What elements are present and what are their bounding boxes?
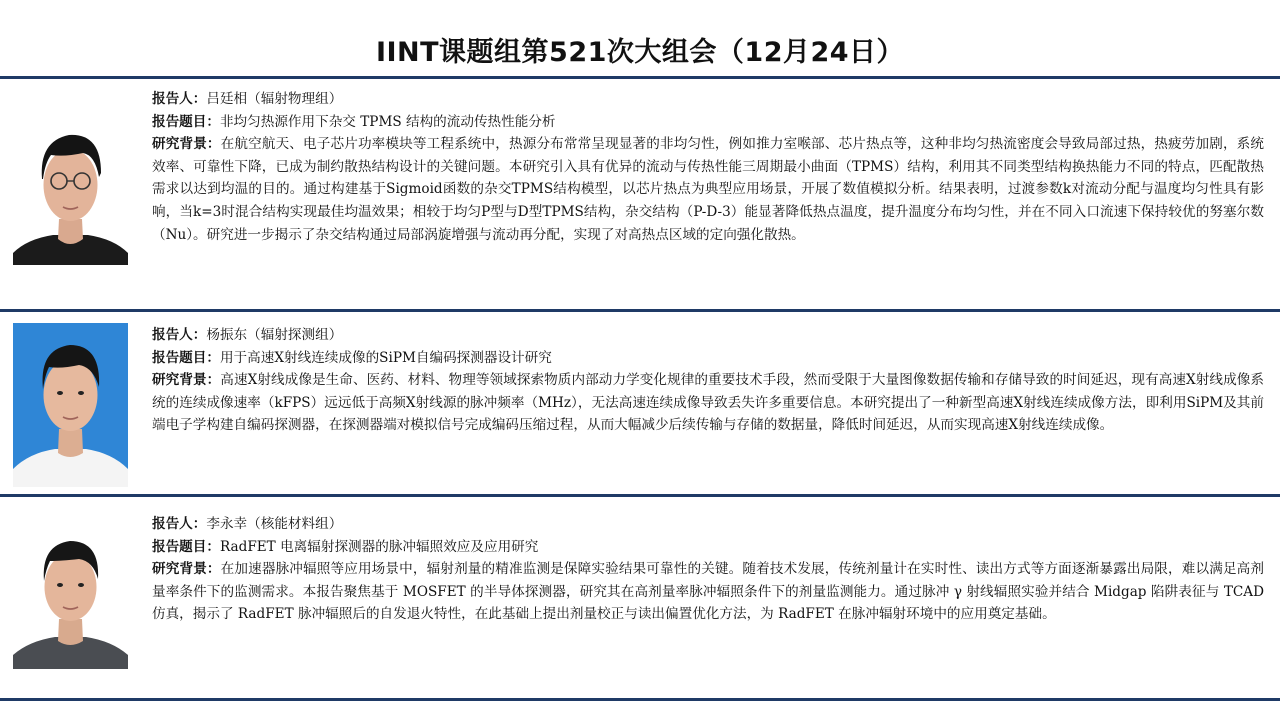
topic-line xyxy=(152,536,1264,559)
divider xyxy=(0,76,1280,79)
topic-label: 报告题目： xyxy=(152,113,220,130)
reporter-name: 吕廷相（辐射物理组） xyxy=(206,91,343,107)
background-label: 研究背景： xyxy=(152,372,221,389)
reporter-name: 杨振东（辐射探测组） xyxy=(206,327,343,343)
reporter-name: 李永幸（核能材料组） xyxy=(206,516,343,532)
page-title: IINT课题组第521次大组会（12月24日） xyxy=(375,37,905,68)
reporter-line xyxy=(152,88,1264,111)
reporter-photo xyxy=(13,527,128,669)
background-text: 在航空航天、电子芯片功率模块等工程系统中，热源分布常常呈现显著的非均匀性，例如推力室喉部、芯片热点等，这种非均匀热流密度会导致局部过热，热疲劳加剧，系统效率、可靠性下降，已成为制约散热结构设计的关键问题。本研究引入具有优异的流动与传热性能三周期最小曲面（TPMS）结构，利用其不同类型结构换热能力不同的特点，匹配散热需求以达到均温的目的。通过构建基于Sigmoid函数的杂交TPMS结构模型，以芯片热点为典型应用场景，开展了数值模拟分析。结果表明，过渡参数k对流动分配与温度均匀性具有影响，当k=3时混合结构实现最佳均温效果；相较于均匀P型与D型TPMS结构，杂交结构（P-D-3）能显著降低热点温度，提升温度分布均匀性，并在不同入口流速下保持较优的努塞尔数（Nu）。研究进一步揭示了杂交结构通过局部涡旋增强与流动再分配，实现了对高热点区域的定向强化散热。 xyxy=(152,136,1265,243)
report-3 xyxy=(152,513,1264,626)
reporter-line xyxy=(152,513,1264,536)
topic-label: 报告题目： xyxy=(152,349,220,366)
reporter-label: 报告人： xyxy=(152,327,207,343)
background-label: 研究背景： xyxy=(152,561,221,578)
topic-title: 用于高速X射线连续成像的SiPM自编码探测器设计研究 xyxy=(219,349,552,366)
reporter-label: 报告人： xyxy=(152,516,207,532)
reporter-photo xyxy=(13,323,128,487)
report-1 xyxy=(152,88,1264,246)
topic-title: 非均匀热源作用下杂交 TPMS 结构的流动传热性能分析 xyxy=(219,113,556,130)
reporter-line xyxy=(152,324,1264,347)
background-label: 研究背景： xyxy=(152,136,221,153)
divider xyxy=(0,698,1280,701)
topic-title: RadFET 电离辐射探测器的脉冲辐照效应及应用研究 xyxy=(219,538,539,555)
report-2 xyxy=(152,324,1264,437)
reporter-label: 报告人： xyxy=(152,91,207,107)
background-paragraph xyxy=(152,558,1264,626)
divider xyxy=(0,309,1280,312)
background-paragraph xyxy=(152,369,1264,437)
reporter-photo xyxy=(13,115,128,265)
topic-label: 报告题目： xyxy=(152,538,220,555)
divider xyxy=(0,494,1280,497)
background-text: 在加速器脉冲辐照等应用场景中，辐射剂量的精准监测是保障实验结果可靠性的关键。随着技术发展，传统剂量计在实时性、读出方式等方面逐渐暴露出局限，难以满足高剂量率条件下的监测需求。本报告聚焦基于 MOSFET 的半导体探测器，研究其在高剂量率脉冲辐照条件下的剂量监测能力。通过脉冲 γ 射线辐照实验并结合 Midgap 陷阱表征与 TCAD 仿真，揭示了 RadFET 脉冲辐照后的自发退火特性，在此基础上提出剂量校正与读出偏置优化方法，为 RadFET 在脉冲辐射环境中的应用奠定基础。 xyxy=(152,561,1265,623)
topic-line xyxy=(152,347,1264,370)
background-text: 高速X射线成像是生命、医药、材料、物理等领域探索物质内部动力学变化规律的重要技术手段，然而受限于大量图像数据传输和存储导致的时间延迟，现有高速X射线成像系统的连续成像速率（kFPS）远远低于高频X射线源的脉冲频率（MHz），无法高速连续成像导致丢失许多重要信息。本研究提出了一种新型高速X射线连续成像方法，即利用SiPM及其前端电子学构建自编码探测器，在探测器端对模拟信号完成编码压缩过程，从而大幅减少后续传输与存储的数据量，降低时间延迟，从而实现高速X射线连续成像。 xyxy=(152,372,1265,434)
background-paragraph xyxy=(152,133,1264,246)
topic-line xyxy=(152,111,1264,134)
